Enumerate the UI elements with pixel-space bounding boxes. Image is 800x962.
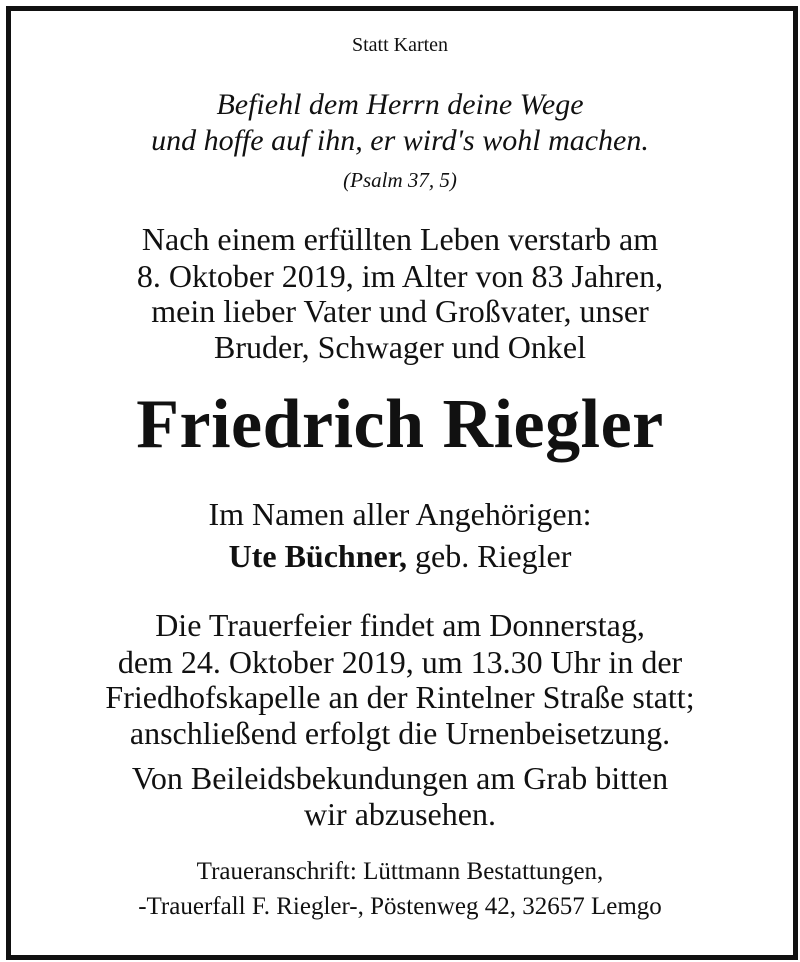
mourners-intro: Im Namen aller Angehörigen: — [208, 496, 592, 532]
mourners-line — [0, 538, 800, 575]
statt-karten-label: Statt Karten — [351, 34, 449, 56]
announcement-line-3: mein lieber Vater und Großvater, unser — [151, 293, 649, 329]
address-line-1: Traueranschrift: Lüttmann Bestattungen, — [196, 858, 604, 885]
mourner-name: Ute Büchner, — [228, 538, 407, 574]
announcement-line-2: 8. Oktober 2019, im Alter von 83 Jahren, — [136, 258, 664, 294]
condolences-line-2: wir abzusehen. — [304, 796, 496, 832]
ceremony-line-3: Friedhofskapelle an der Rintelner Straße statt; — [105, 679, 695, 715]
deceased-name: Friedrich Riegler — [136, 386, 664, 463]
ceremony-line-1: Die Trauerfeier findet am Donnerstag, — [155, 607, 645, 643]
verse-reference: (Psalm 37, 5) — [343, 168, 457, 192]
verse-line-1: Befiehl dem Herrn deine Wege — [216, 88, 584, 121]
announcement-line-1: Nach einem erfüllten Leben verstarb am — [141, 221, 659, 257]
mourner-maiden-name: geb. Riegler — [406, 538, 572, 574]
address-line-2: -Trauerfall F. Riegler-, Pöstenweg 42, 32657 Lemgo — [138, 893, 662, 920]
ceremony-line-2: dem 24. Oktober 2019, um 13.30 Uhr in der — [117, 644, 683, 680]
announcement-line-4: Bruder, Schwager und Onkel — [214, 329, 586, 365]
condolences-line-1: Von Beileidsbekundungen am Grab bitten — [131, 760, 669, 796]
verse-line-2: und hoffe auf ihn, er wird's wohl machen. — [151, 124, 649, 157]
ceremony-line-4: anschließend erfolgt die Urnenbeisetzung. — [129, 715, 671, 751]
